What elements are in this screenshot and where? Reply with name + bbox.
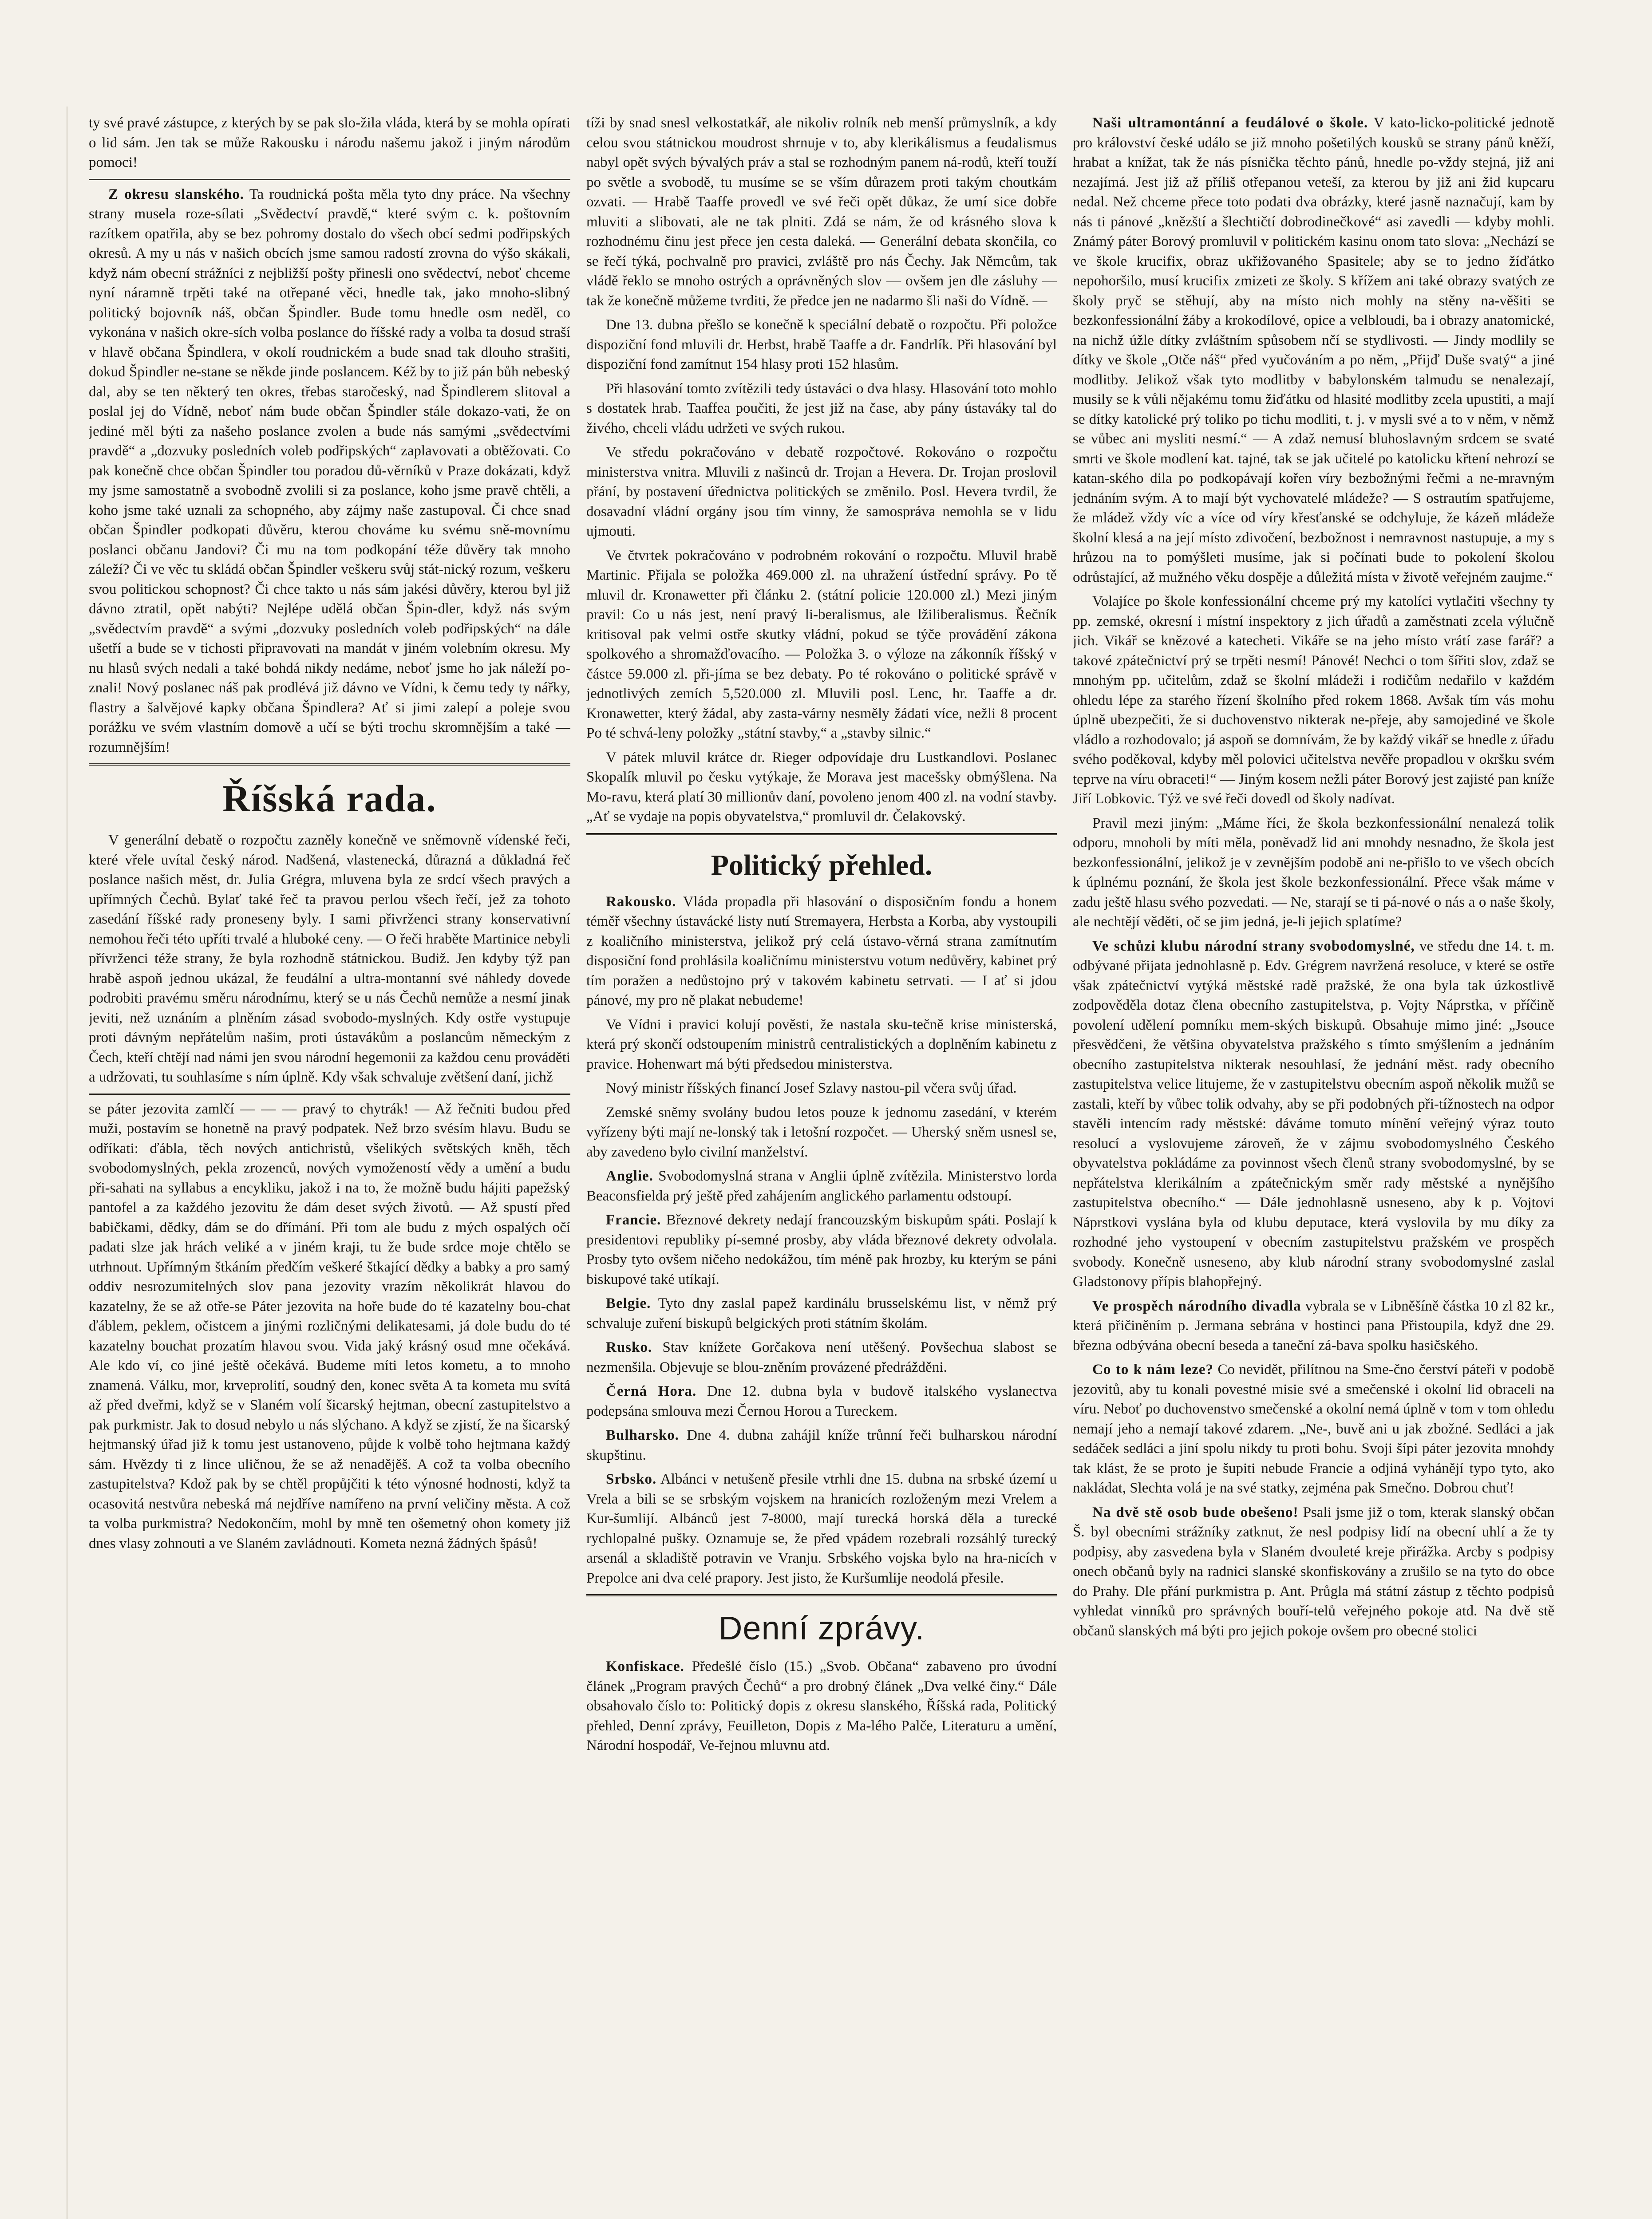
article-rada: V generální debatě o rozpočtu zazněly konečně ve sněmovně vídenské řeči, které vřele uvítal český národ. Nadšená, vlastenecká, důrazná a důkladná řeč poslance našich měst, dr. Julia Grégra, mluvena byla ze srdcí všech pravých a upřímných Čechů. Bylať také řeč ta pravou perlou všech řečí, jež za tohoto zasedání říšské rady proneseny byly. I sami přivrženci strany konservativní nemohou řeči této upříti trvalé a hluboké ceny. — O řeči hraběte Martinice nebyli přívrženci téže strany, že byla rozhodně státnickou. Budiž. Jen kdyby týž pan hrabě aspoň jednou ukázal, že feudální a ultra-montanní své náhledy dovede podrobiti pravému směru národnímu, který se u nás Čechů nemůže a nesmí jinak jeviti, než uznáním a plněním zásad svobodo-myslných. Kdy ostře vystupuje proti dávným nepřátelům našim, proti ústavákům a poslancům německým z Čech, kteří chtějí nad námi jen svou národní hegemonii za každou cenu prováděti a udržovati, tu souhlasíme s ním úplně. Kdy však schvaluje zvětšení daní, jichž: [89, 832, 570, 1085]
column-left: [89, 113, 570, 2146]
news-francie: [586, 1210, 1057, 1289]
paragraph: Ve středu pokračováno v debatě rozpočtové. Rokováno o rozpočtu ministerstva vnitra. Mluvili z našinců dr. Trojan a Hevera. Dr. Trojan proslovil přání, by postavení úřednictva politických se změnilo. Posl. Hevera tvrdil, že dosavadní vládní orgány jsou tím vinny, že samospráva nemohla se v lidu ujmouti.: [586, 444, 1057, 539]
article-continued: se páter jezovita zamlčí — — — pravý to chytrák! — Až řečniti budou před muži, postavím se honetně na pravý podpatek. Než brzo svésím hlavu. Budu se odříkati: ďábla, těch nových antichristů, všelikých světských kněh, těch svobodomyslných, pekla zrozenců, nových vymožeností vědy a umění a budu při-sahati na syllabus a encykliku, jakož i na to, že možně budu hájiti papežský pantofel a za každého jezovitu že dám deset svých životů. — Až spustí před babičkami, dědky, dám se do dřímání. Při tom ale budu z mých ospalých očí padati slze jak hrách veliké a v jiném kraji, tu že bude srdce moje chtělo se utrhnout. Upřímným štkáním předčím veškeré štkající dědky a babky a pro samý oddiv nesrozumitelných slov pana jezovity vrazím několikrát hlavou do kazatelny, že se až otře-se Páter jezovita na hoře bude do té kazatelny bou-chat ďáblem, peklem, očistcem a jinými rozličnými delikatesami, já dole budu do té kazatelny bouchat prozatím hlavou svou. Vida jaký krásný osud mne očekává. Ale kdo ví, co jiné ještě očekává. Budeme míti letos kometu, a to mnoho znamená. Válku, mor, krveprolití, soudný den, konec světa A ta kometa mu svítá až před dveřmi, když se v Slaném volí šicarský hejtman, obecní zastupitelstvo a pak purkmistr. Jak to dosud nebylo u nás slýchano. A když se zjistí, že na šicarský hejtmanský úřad již k tomu jest ustanoveno, půjde k volbě toho hejtmana každý sám. Hvězdy ti z lince uličnou, že se až nenadějěš. A což ta volba obecního zastupitelstva? Kdož pak by se chtěl propůjčiti k této výnosné hodnosti, když ta ocasovitá nestvůra nebeská má nejdříve namířeno na první veličiny města. A což ta volba purkmistra? Nedokončím, mohl by mně ten ošemetný ohon komety již dnes vlasy zohnouti a ve Slaném zavládnouti. Kometa nezná žádných špásů!: [89, 1101, 570, 1552]
news-srbsko: [586, 1469, 1057, 1588]
rule: [89, 179, 570, 180]
news-text: Předešlé číslo (15.) „Svob. Občana“ zabaveno pro úvodní článek „Program pravých Čechů“ a pro drobný článek „Dva velké činy.“ Dále obsahovalo číslo to: Politický dopis z okresu slanského, Říšská rada, Politický přehled, Denní zprávy, Feuilleton, Dopis z Ma-lého Palče, Literaturu a umění, Národní hospodář, Ve-řejnou mluvnu atd.: [586, 1658, 1057, 1753]
news-lead: Rusko.: [606, 1339, 652, 1355]
news-text: Albánci v netušeně přesile vtrhli dne 15. dubna na srbské území u Vrela a bili se se srbským vojskem na hranicích rozloženým mezi Vrelem a Kur-šumlijí. Albánců jest 7-8000, mají turecká horská děla a turecké rychlopalné pušky. Oznamuje se, že před vpádem rozebrali rozsáhlý turecký arsenál a skladiště potravin ve Vranju. Srbského vojska bylo na hra-nicích v Prepolce ani dva celé prapory. Jest jisto, že Kuršumlije neodolá přesile.: [586, 1471, 1057, 1586]
news-lead: Belgie.: [606, 1295, 651, 1311]
news-cerna-hora: [586, 1382, 1057, 1421]
news-text: Tyto dny zaslal papež kardinálu brusselskému list, v němž prý schvaluje zuření biskupů belgických proti státním školám.: [586, 1295, 1057, 1331]
section-title-politicky-prehled: Politický přehled.: [711, 849, 933, 881]
news-rusko: [586, 1338, 1057, 1377]
news-text: Dne 4. dubna zahájil kníže trůnní řeči bulharskou národní skupštinu.: [586, 1427, 1057, 1463]
news-lead: Ve schůzi klubu národní strany svobodomyslné,: [1092, 938, 1415, 954]
paragraph: Ve čtvrtek pokračováno v podrobném rokování o rozpočtu. Mluvil hrabě Martinic. Přijala se položka 469.000 zl. na uhražení ústřední správy. Po tě mluvil dr. Kronawetter při článku 2. (státní policie 120.000 zl.) Mezi jiným pravil: Co u nás jest, není pravý li-beralismus, ale lžiliberalismus. Řečník kritisoval pak velmi ostře skutky vládní, pokud se týče provádění zákona spolkového a shromažďovacího. — Položka 3. o výloze na zákonník říšský v částce 59.000 zl. při-jíma se bez debaty. Po té rokováno o politické správě v jednotlivých zemích 5,520.000 zl. Mluvili posl. Lenc, hr. Taaffe a dr. Kronawetter, který žádal, aby zasta-várny nesměly žádati více, nežli 8 procent Po té schvá-leny položky „státní stavby,“ a „stavby silnic.“: [586, 547, 1057, 741]
news-co-to-leze: [1073, 1360, 1554, 1498]
news-anglie: [586, 1166, 1057, 1206]
news-text: Březnové dekrety nedají francouzským biskupům spáti. Poslají k presidentovi republiky pí-semné prosby, aby vláda březnové dekrety odvolala. Prosby tyto ovšem ničeho nedokážou, tím méně pak hrozby, ku kterým se páni biskupové také utíkají.: [586, 1212, 1057, 1287]
news-text: Dne 12. dubna byla v budově italského vyslanectva podepsána smlouva mezi Černou Horou a Tureckem.: [586, 1383, 1057, 1419]
news-lead: Na dvě stě osob bude obešeno!: [1092, 1504, 1299, 1520]
article-lead: Z okresu slanského.: [108, 186, 245, 202]
paragraph-intro: ty své pravé zástupce, z kterých by se pak slo-žila vláda, která by se mohla opírati o lid sám. Jen tak se může Rakousku i národu našemu jakož i jiným národům pomoci!: [89, 115, 570, 170]
paragraph: Pravil mezi jiným: „Máme říci, že škola bezkonfessionální nenalezá tolik odporu, mnoholi by míti měla, poněvadž lid ani mnohdy nesnadno, že škola jest bezkonfessionální, jelikož je v zevnějším podobě ani ne-přišlo to ve všech obcích k úplnému poznání, že škola jest škole bezkonfessionální. Přece však máme v zadu ještě hlasu svého pozvedati. — Ne, starají se ti pá-nové o nás a o naše školy, ale nechtějí věděti, oč se jim jedná, je-li jejich splatíme?: [1073, 815, 1554, 930]
news-text: Psali jsme již o tom, kterak slanský občan Š. byl obecními strážníky zatknut, že nesl podpisy lidí na obecní uhlí a že ty podpisy, aby zasvedena byla v Slaném dvouleté kreje přirážka. Arcby s podpisy onech občanů byly na radnici slanské skonfiskovány a zrušilo se na tyto do obce do Prahy. Dle přání purkmistra p. Ant. Průgla má státní zástup z těchto podpisů vyhledat vinníků pro správných bouří-telů veřejného pokoje atd. Na dvě stě občanů slanských má býti pro jejich pokoje ovšem pro obecné stolici: [1073, 1504, 1554, 1639]
paragraph: Volajíce po škole konfessionální chceme prý my katolíci vytlačiti všechny ty pp. zemské, okresní i místní inspektory z jich úřadů a zaměstnati zcela výlučně jich. Vikář se knězové a katecheti. Vikáře se na jeho místo vrátí zase farář? a takové zpátečnictví prý se trpěti nesmí! Pánové! Nechci o tom šířiti slov, zdaž se mnohým pp. učitelům, zdaž se školní mládeži i rodičům nedařilo v každém ohledu lépe za starého řízení školního před rokem 1868. Avšak tím vás mohu úplně ubezpečiti, že si duchovenstvo nikterak ne-přeje, aby samojediné ve škole vládlo a rozhodovalo; já aspoň se domnívám, že by každý vikář se hnedle z úřadu svého poděkoval, kdyby měl polovici učitelstva nevěře propadlou v okršku svém teprve na víru obraceti!“ — Jiným kosem nežli páter Borový jest zajisté pan kníže Jiří Lobkovic. Týž ve své řeči dovedl od školy nadívat.: [1073, 593, 1554, 807]
news-lead: Bulharsko.: [606, 1427, 679, 1443]
news-belgie: [586, 1294, 1057, 1333]
news-lead: Ve prospěch národního divadla: [1092, 1298, 1301, 1314]
news-schuze-klubu: [1073, 936, 1554, 1292]
news-text: vybrala se v Libněšíně částka 10 zl 82 kr., která přičiněním p. Jermana sebrána v hostinci pana Přistoupila, když dne 29. března odbývána obecní beseda a taneční zá-bava spolku hasičského.: [1073, 1298, 1554, 1354]
news-lead: Rakousko.: [606, 893, 676, 910]
news-lead: Konfiskace.: [606, 1658, 684, 1674]
news-text: Vláda propadla při hlasování o disposičním fondu a honem téměř všechny ústavácké listy nutí Stremayera, Herbsta a Korba, aby vystoupili z koaličního ministerstva, jelikož prý celá ústavo-věrná strana zamítnutím disposiční fond prohlásila koaličnímu ministerstvu votum nedůvěry, kabinet prý tím poražen a nedůstojno prý v takovém kabinetu setrvati. — I ať si jdou pánové, my pro ně plakat nebudeme!: [586, 893, 1057, 1008]
news-lead: Anglie.: [606, 1168, 653, 1184]
column-right: [1073, 113, 1554, 2146]
news-text: Co nevidět, přilítnou na Sme-čno čerství páteři v podobě jezovitů, aby tu konali povestné misie své a smečenské i okolní lid obraceli na víru. Neboť po duchovenstvo smečenské a okolní nemá úplně v tom v tom ohledu nemají jeho a nemají takové zdarem. „Ne-, buvě ani u jak zbožné. Sedláci a jak sedáček sedláci a jiní spolu nikdy tu proti bohu. Svoji šípi páter jezovita mnohdy tak klást, že se proto je šupiti nebude Francie a odjiná vyhánějí typo tyto, ako nakládat, Slechta volá je na své statky, zejména pak Smečno. Dobrou chuť!: [1073, 1362, 1554, 1496]
article-text: Ta roudnická pošta měla tyto dny práce. Na všechny strany musela roze-sílati „Svědectví pravdě,“ které svým c. k. poštovním razítkem opatřila, aby se bez pohromy dostalo do všech obcí sedmi podřipských okresů. A my u nás v našich obcích jsme samou radostí zrovna do výšo skákali, když nám obecní strážníci z nejbližší pošty přinesli ono svědectví, neboť chceme nyní náramně trpěti také na otřepané věci, hnedle tak, jako mnoho-slibný politický bojovník náš, občan Špindler. Bude tomu hnedle osm neděl, co vykonána v našich okre-sích volba poslance do říšské rady a volba ta dosud straší v hlavě občana Špindlera, v okolí roudnickém a bude snad tak dlouho strašiti, dokud Špindler ne-stane se někde jinde poslancem. Kéž by to již pán bůh nebeský dal, aby se ten některý ten okres, třebas staročeský, nad Špindlerem slitoval a poslal jej do Vídně, neboť nám bude občan Špindler stále dokazo-vati, že on jediné měl býti za našeho poslance zvolen a bude nás samými „svědectvími pravdě“ a „dozvuky posledních voleb podřipských“ zaplavovati a obtěžovati. Co pak konečně chce občan Špindler tou poradou dů-věrníků v Praze dokázati, když my jsme samostatně a svobodně zvolili si za poslance, koho jsme pravě chtěli, a koho jsme také uznali za schopného, aby zájmy naše zastupoval. Či chce snad občan Špindler podkopati důvěru, kterou chováme ku svému sně-movnímu poslanci občanu Jandovi? Či mu na tom podkopání téže důvěry tak mnoho záleží? Či ve věc tu skládá občan Špindler veškeru svůj stát-nický rozum, veškeru svou politickou schopnost? Či chce takto u nás sám jakési důvěry, kterou byl již dávno ztratil, opět nabýti? Nejlépe udělá občan Špin-dler, když nás svým „svědectvím pravdě“ a svými „dozvuky posledních voleb podřipských“ na dále ušetří a bude se v tichosti připravovati na mandát v jiném volebním okresu. My nu hlasů svých nedali a také bohdá nikdy nedáme, neboť jsme ho jak náleží po-znali! Nový poslanec náš pak prodlévá již dávno ve Vídni, k čemu tedy ty nářky, flastry a šalvějové kapky občana Špindlera? Ať si jimi zalepí a poleje svou porážku ve svém vlastním domově a učí se býti trochu skromnějším a také — rozumnějším!: [89, 186, 570, 755]
paragraph: V pátek mluvil krátce dr. Rieger odpovídaje dru Lustkandlovi. Poslanec Skopalík mluvil po česku vytýkaje, že Morava jest macešsky obmýšlena. Na Mo-ravu, která platí 30 millionův daní, povoleno jenom 400 zl. na vodní stavby. „Ať se vydaje na popis obyvatelstva,“ promluvil dr. Čelakovský.: [586, 749, 1057, 825]
section-title-risska-rada: Říšská rada.: [222, 777, 437, 820]
rule: [89, 763, 570, 766]
news-lead: Srbsko.: [606, 1471, 657, 1487]
news-lead: Černá Hora.: [606, 1383, 697, 1399]
paragraph: Ve Vídni i pravici kolují pověsti, že nastala sku-tečně krise ministerská, která prý skončí odstoupením ministrů centralistických a doplněním kabinetu z pravice. Hohenwart má býti předsedou ministerstva.: [586, 1016, 1057, 1072]
rule: [586, 833, 1057, 835]
rule: [586, 1594, 1057, 1596]
news-ultramontani: [1073, 113, 1554, 587]
paragraph: tíži by snad snesl velkostatkář, ale nikoliv rolník neb menší průmyslník, a kdy celou svou státnickou moudrost shrnuje v to, aby klerikálismus a feudalismus nabyl opět svých bývalých práv a stal se rozhodným panem ná-rodů, kteří touží po světle a svobodě, tu musíme se se vším důrazem proti takým choutkám ozvati. — Hrabě Taaffe provedl ve své řeči opět důkaz, že umí sice dobře mluviti a slibovati, ale ne tak plniti. Zdá se nám, že od krásného slova k rozhodnému činu jest přece jen cesta daleká. — Generální debata skončila, co se řečí týká, pochvalně pro pravici, zvláště pro nás Čechy. Jak Němcům, tak vládě řeklo se mnoho ostrých a oprávněných slov — ovšem jen dle zásluhy — tak že konečně můžeme tvrditi, že předce jen ne nadarmo šli naši do Vídně. —: [586, 115, 1057, 309]
section-title-denni-zpravy: Denní zprávy.: [718, 1610, 925, 1646]
news-lead: Naši ultramontánní a feudálové o škole.: [1092, 115, 1368, 131]
news-lead: Co to k nám leze?: [1092, 1362, 1214, 1378]
news-rakousko: [586, 892, 1057, 1011]
news-text: Svobodomyslná strana v Anglii úplně zvítězila. Ministerstvo lorda Beaconsfielda prý ještě před zahájením anglického parlamentu odstoupí.: [586, 1168, 1057, 1204]
news-text: V kato-licko-politické jednotě pro království české událo se již mnoho pošetilých kousků se strany pánů kněží, hrabat a knížat, tak že nás písnička těchto pánů, hnedle po-vždy stejná, již ani nezajímá. Jest již až příliš otřepanou veteší, za kterou by již ani žid kupcaru nedal. Než chceme přece toto podati dva obrázky, které jasně naznačují, kam by nás ti pánové „knězští a šlechtičtí dobrodinečkové“ asi zavedli — kdyby mohli. Známý páter Borový promluvil v politickém kasinu onom tato slova: „Nechází se ve škole krucifix, obraz ukřižovaného Spasitele; aby se to jedno žíďátko nepohoršilo, musí krucifix zmizeti ze školy. S křížem ani také obrazy svatých ze školy pryč se stěhují, aby na místo nich mohly na stěny na-věšiti se bezkonfessionální žáby a krokodílové, opice a velbloudi, ba i obrazy anatomické, na nichž úžle dítky zvláštním spůsobem nčí se stydlivosti. — Jindy modlily se dítky ve škole „Otče náš“ před vyučováním a po něm, „Přijď Duše svatý“ a jiné modlitby. Jelikož však tyto modlitby v babylonském talmudu se nenalezají, musily se k vůli nějakému tomu žiďátku od hlasité modlitby zcela upustiti, a mají se dítky katolické prý toliko po tichu modliti, t. j. v mysli své a to v něm, v němž se vůbec ani mysliti nesmí.“ — A zdaž nemusí bluhoslavným srdcem se svaté smrti ve škole modlení kat. tajné, tak se jak učitelé po katolicku křtení nehrozí se katan-ského dila po podkopávají kořen víry bezbožnými řečmi a ne-mravným jednáním svým. A to mají být vychovatelé mládeže? — S ostrautím spatřujeme, že mládež vždy víc a více od víry křesťanské se odchyluje, že kázeň mládeže školní klesá a na její místo zdivočení, bezbožnost i nemravnost nastupuje, a my s hrůzou na to pomýšleti musíme, jak si počínati bude to pokolení školou odrůstající, až mužného věku dospěje a důležitá místa v životě veřejném zaujme.“: [1073, 115, 1554, 585]
news-narodni-divadlo: [1073, 1296, 1554, 1356]
rule: [89, 1094, 570, 1095]
paragraph: Nový ministr říšských financí Josef Szlavy nastou-pil včera svůj úřad.: [606, 1080, 1017, 1096]
news-lead: Francie.: [606, 1212, 661, 1228]
paragraph: Při hlasování tomto zvítězili tedy ústaváci o dva hlasy. Hlasování toto mohlo s dostatek hrab. Taaffea poučiti, že jest již na čase, aby pány ústaváky tal do živého, chceli vládu udržeti ve svých rukou.: [586, 380, 1057, 436]
paragraph: Dne 13. dubna přešlo se konečně k speciální debatě o rozpočtu. Při položce dispoziční fond mluvili dr. Herbst, hrabě Taaffe a dr. Fandrlík. Při hlasování byl dispoziční fond zamítnut 154 hlasy proti 152 hlasům.: [586, 317, 1057, 372]
column-middle: [586, 113, 1057, 2146]
news-text: ve středu dne 14. t. m. odbývané přijata jednohlasně p. Edv. Grégrem navržená resoluce, v které se ostře však zpátečnictví vytýká městské radě pražské, že ona byla tak úzkostlivě zodpověděla dotaz člena obecního zastupitelstva, p. Vojty Náprstka, v příčině povolení udělení pomníku mem-ských biskupů. Obsahuje mimo jiné: „Jsouce přesvědčeni, že většina obyvatelstva pražského s tímto smýšlením a jednáním obecního zastupitelstva nikterak nesouhlasí, že jednání měst. rady obecního zastupitelstva velice litujeme, že v zastupitelstvu obecním aspoň několik mužů se zastali, kteří by vůbec tolik odvahy, aby se při podobných při-tížnostech na odpor stavěli intencím rady městské: dáváme tomuto mínění veřejný výraz touto resolucí a vyslovujeme zároveň, že v zájmu svobodomyslného Českého obyvatelstva pokládáme za povinnost všech členů strany svobodomyslné, by se nepřátelstva klerikálním a zpátečnickým směr rady městské a nynějšího zastupitelstva obecního.“ — Dále jednohlasně usneseno, aby k p. Vojtovi Náprstkovi vyslána byla od klubu deputace, která vyslovila by mu díky za rozhodné jeho vystoupení v obecním zastupitelstvu pražském ve prospěch svobody. Konečně usneseno, aby klub národní strany svobodomyslné zaslal Gladstonovy přípis blahopřejný.: [1073, 938, 1554, 1290]
paragraph: Zemské sněmy svolány budou letos pouze k jednomu zasedání, v kterém vyřízeny býti mají ne-lonský tak i letošní rozpočet. — Uherský sněm usnesl se, aby zavedeno bylo civilní manželství.: [586, 1104, 1057, 1160]
article-okres: [89, 185, 570, 758]
news-bulharsko: [586, 1425, 1057, 1465]
news-konfiskace: [586, 1657, 1057, 1756]
columns: [89, 113, 1625, 2146]
news-dve-ste-osob: [1073, 1503, 1554, 1641]
news-text: Stav knížete Gorčakova není utěšený. Povšechua slabost se nezmenšila. Objevuje se blou-zněním provázené předrážděni.: [586, 1339, 1057, 1375]
